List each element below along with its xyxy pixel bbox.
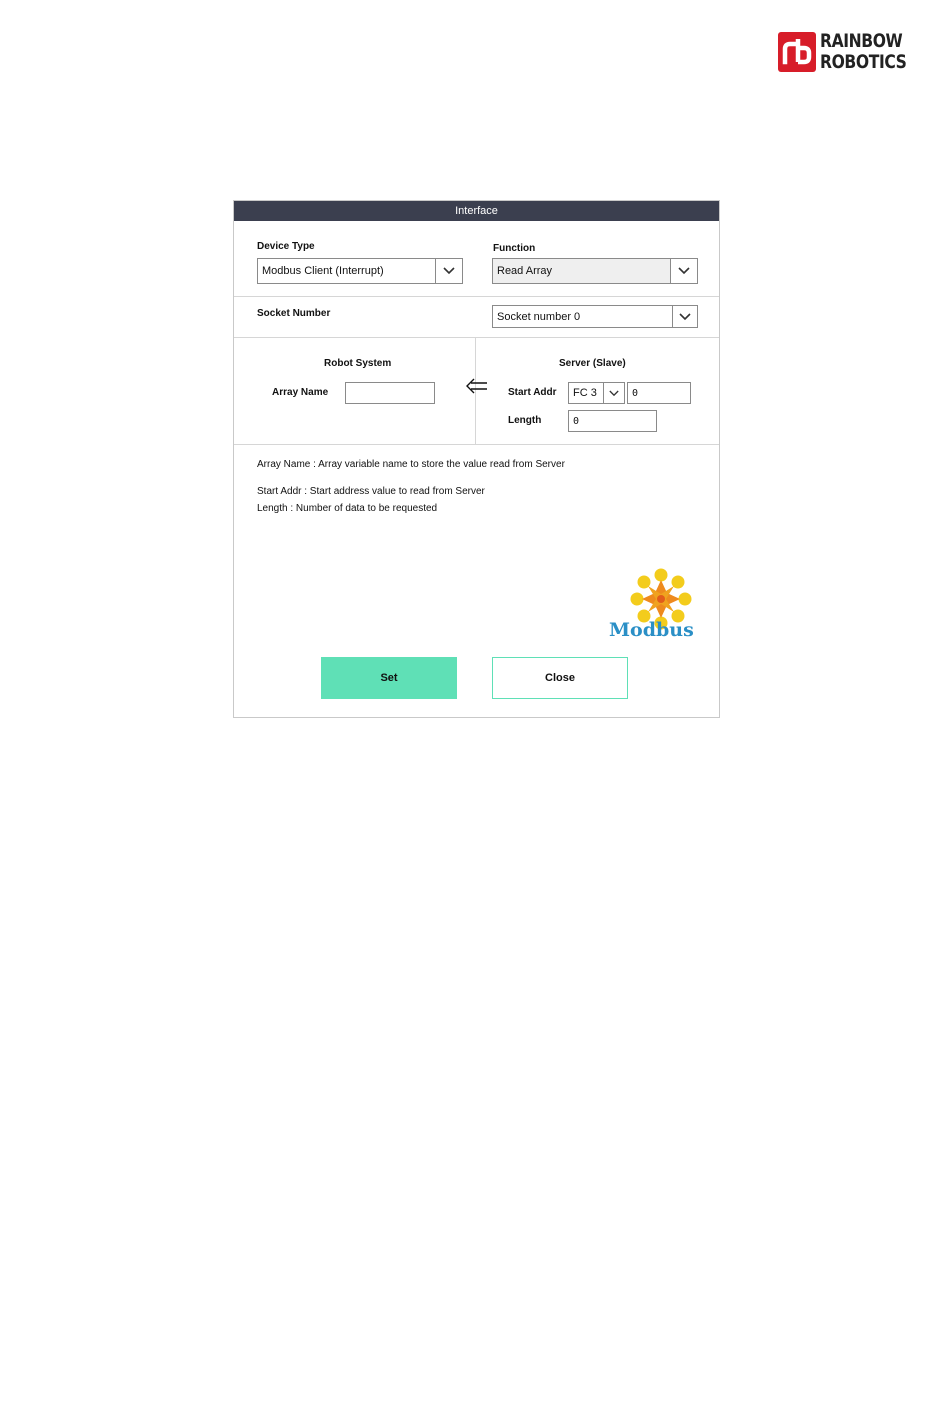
- start-addr-input[interactable]: 0: [627, 382, 691, 404]
- start-addr-label: Start Addr: [508, 387, 557, 398]
- left-double-arrow-icon: [465, 378, 489, 399]
- close-button[interactable]: Close: [492, 657, 628, 699]
- length-description: Length : Number of data to be requested: [257, 503, 438, 514]
- array-name-input[interactable]: [345, 382, 435, 404]
- dialog-title: Interface: [234, 201, 719, 221]
- modbus-flower-icon: [608, 568, 700, 642]
- array-name-label: Array Name: [272, 387, 329, 398]
- chevron-down-icon[interactable]: [603, 383, 624, 403]
- length-input[interactable]: 0: [568, 410, 657, 432]
- divider: [234, 444, 719, 445]
- function-select[interactable]: [492, 258, 698, 284]
- server-slave-title: Server (Slave): [559, 358, 626, 369]
- logo-line-1: RAINBOW: [820, 30, 903, 52]
- length-label: Length: [508, 415, 542, 426]
- array-name-description: Array Name : Array variable name to store the value read from Server: [257, 459, 565, 470]
- svg-text:Modbus: Modbus: [609, 619, 694, 641]
- robot-system-title: Robot System: [324, 358, 392, 369]
- interface-dialog: [233, 200, 720, 718]
- chevron-down-icon[interactable]: [672, 306, 697, 327]
- rb-logo-icon: [778, 32, 816, 72]
- modbus-logo: [608, 568, 700, 642]
- function-value: Read Array: [497, 265, 553, 277]
- chevron-down-icon[interactable]: [435, 259, 462, 283]
- socket-number-select[interactable]: [492, 305, 698, 328]
- device-type-label: Device Type: [257, 241, 315, 252]
- divider: [234, 337, 719, 338]
- logo-line-2: ROBOTICS: [820, 51, 907, 73]
- function-code-value: FC 3: [573, 387, 597, 399]
- rainbow-robotics-logo: [778, 31, 925, 73]
- logo-wordmark: [820, 31, 906, 73]
- set-button[interactable]: Set: [321, 657, 457, 699]
- divider: [234, 296, 719, 297]
- start-addr-description: Start Addr : Start address value to read from Server: [257, 486, 485, 497]
- chevron-down-icon[interactable]: [670, 259, 697, 283]
- socket-number-label: Socket Number: [257, 308, 331, 319]
- function-label: Function: [493, 243, 536, 254]
- function-code-select[interactable]: [568, 382, 625, 404]
- socket-number-value: Socket number 0: [497, 310, 581, 323]
- device-type-select[interactable]: [257, 258, 463, 284]
- device-type-value: Modbus Client (Interrupt): [262, 265, 384, 277]
